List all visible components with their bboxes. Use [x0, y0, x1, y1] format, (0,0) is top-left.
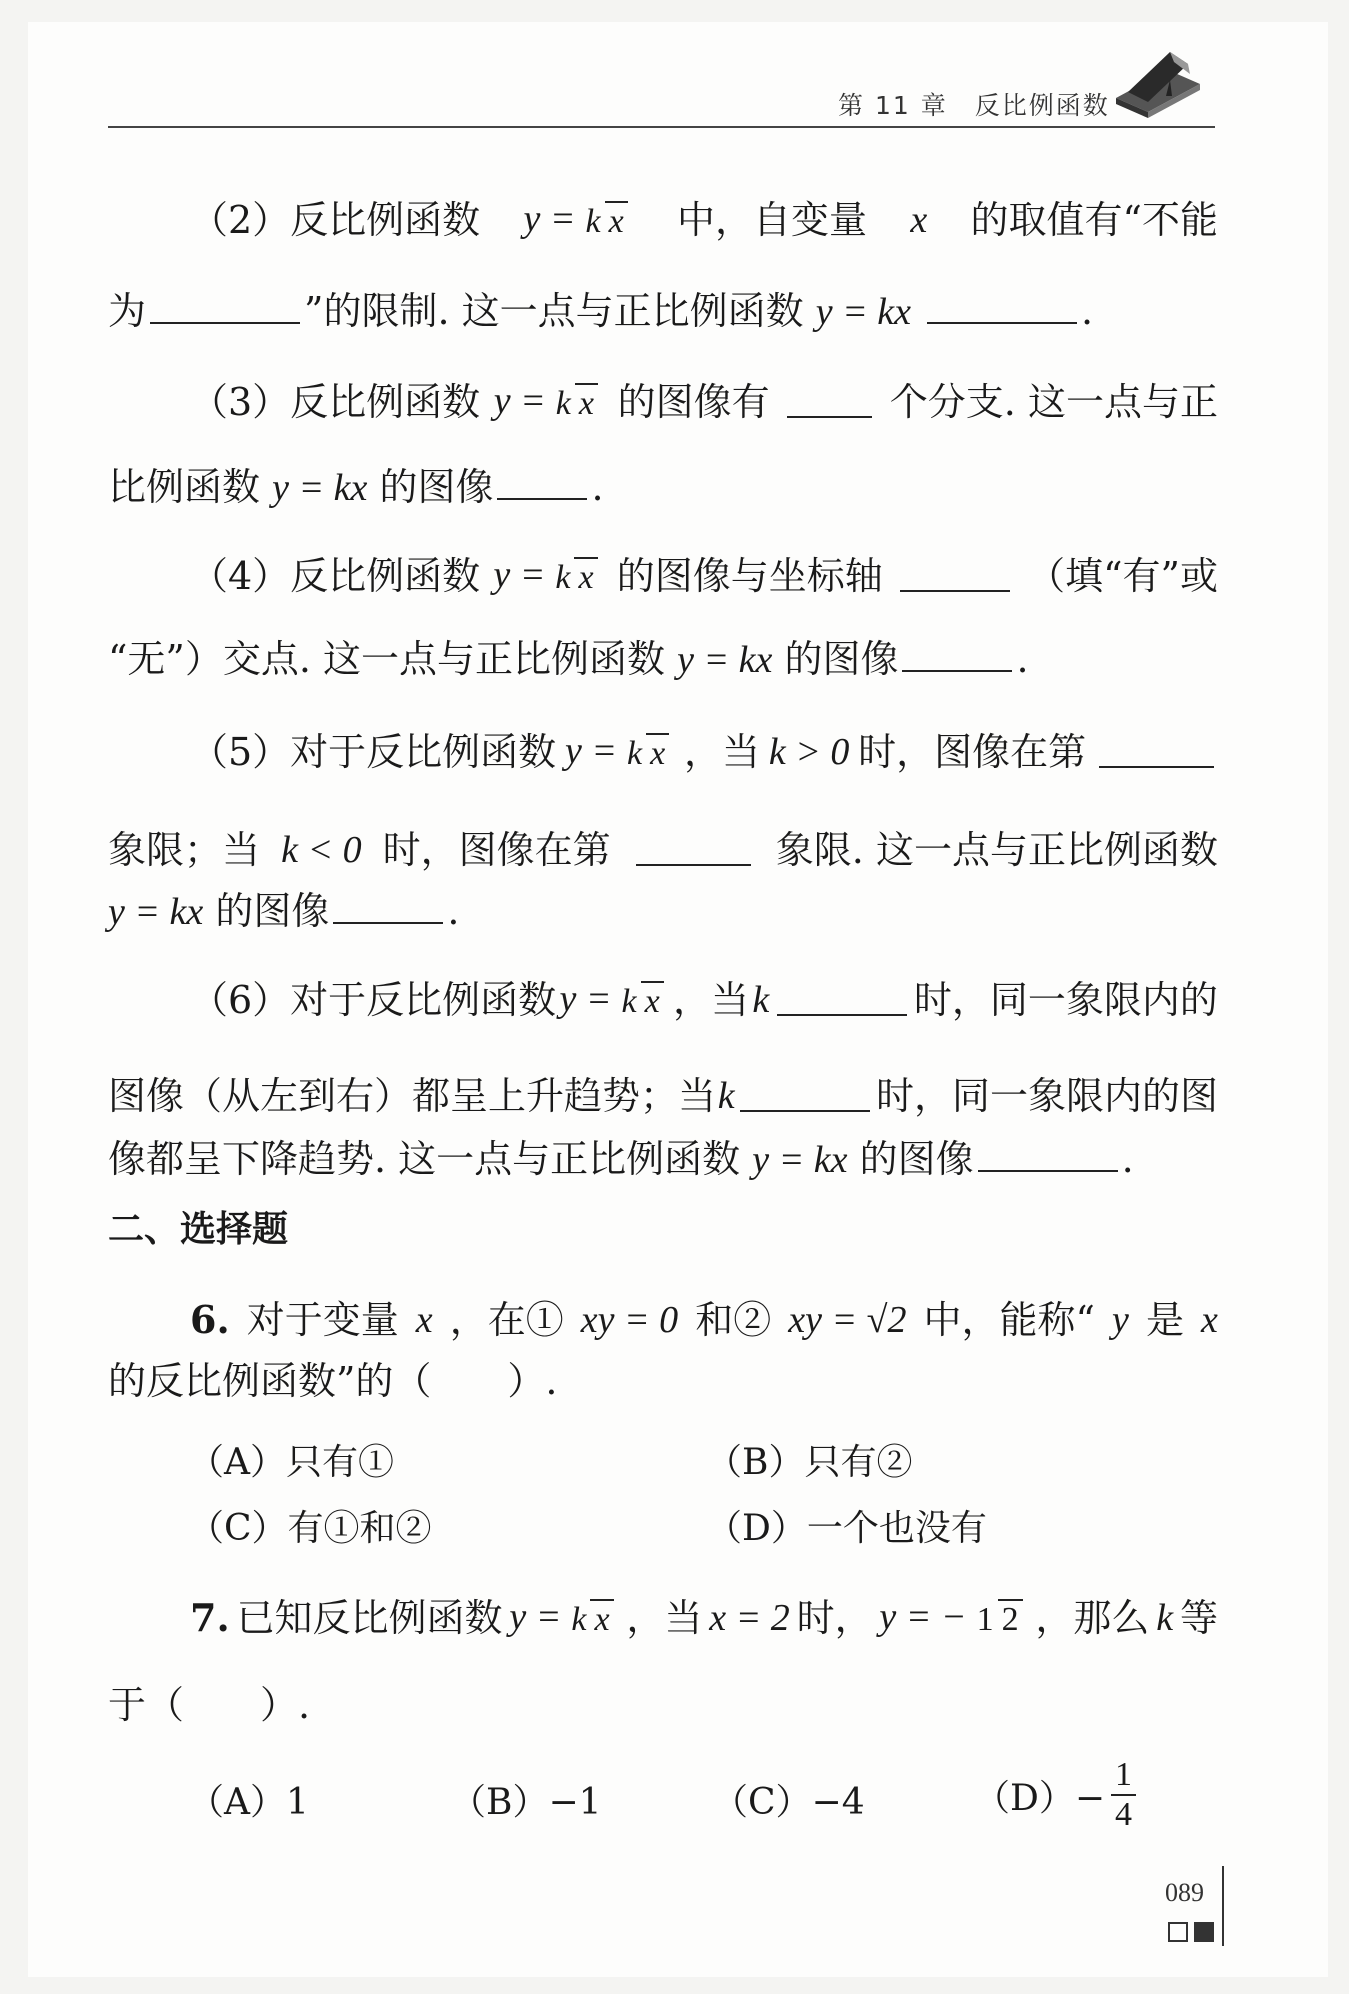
answer-blank[interactable]	[777, 984, 907, 1016]
text: 是	[1145, 1298, 1184, 1342]
text: 比例函数	[108, 465, 261, 509]
text: 已知反比例函数	[236, 1596, 503, 1640]
fraction-one-half: 1 2	[973, 1599, 1023, 1639]
text: “无”）交点. 这一点与正比例函数	[108, 637, 666, 681]
text: 的取值有“不能	[970, 198, 1218, 242]
text: ，那么	[1035, 1596, 1150, 1640]
page-number-rule	[1222, 1866, 1224, 1946]
text: 对于变量	[246, 1298, 399, 1342]
text: （5）对于反比例函数	[190, 730, 557, 774]
math: y =	[509, 1595, 562, 1638]
option-b[interactable]: （B）−1	[450, 1782, 602, 1823]
text: 时，同一象限内的	[913, 978, 1218, 1022]
question-number: 6.	[190, 1297, 230, 1342]
math: y	[1112, 1299, 1129, 1341]
option-b[interactable]: （B）只有②	[706, 1442, 913, 1483]
choice-q7-line-1	[190, 1594, 1218, 1642]
q5-line-3: y = kx 的图像 .	[108, 889, 460, 933]
answer-blank[interactable]	[927, 292, 1077, 324]
answer-blank[interactable]	[497, 468, 587, 500]
book-icon	[1108, 40, 1208, 120]
choice-q6-line-1	[190, 1296, 1218, 1344]
option-d[interactable]: （D）一个也没有	[706, 1508, 987, 1549]
answer-blank[interactable]	[978, 1140, 1118, 1172]
math: y = kx	[272, 467, 368, 509]
math: x = 2	[709, 1597, 790, 1639]
text: 像都呈下降趋势. 这一点与正比例函数	[108, 1137, 741, 1181]
text: 时，	[796, 1596, 873, 1640]
option-d[interactable]	[974, 1758, 1142, 1832]
math: x	[415, 1299, 433, 1341]
hollow-square-mark	[1168, 1922, 1188, 1942]
answer-blank[interactable]	[333, 892, 443, 924]
text: 等	[1179, 1596, 1218, 1640]
fraction-k-over-x: k x	[567, 1599, 613, 1639]
answer-blank[interactable]	[900, 560, 1010, 592]
text: ，在①	[449, 1298, 564, 1342]
answer-blank[interactable]	[636, 834, 751, 866]
math: k	[717, 1075, 735, 1117]
q4-line-1	[190, 552, 1218, 600]
fraction-k-over-x: k x	[551, 557, 597, 597]
text: 的图像	[379, 465, 494, 509]
option-a[interactable]: （A）1	[188, 1782, 309, 1823]
text: 中，自变量	[677, 198, 868, 242]
text: 的图像与坐标轴	[616, 554, 883, 598]
math: y =	[523, 197, 576, 240]
q6-line-2	[108, 1072, 1218, 1120]
page-number: 089	[1165, 1878, 1204, 1907]
chapter-header: 第 11 章 反比例函数	[838, 91, 1110, 120]
text: 图像（从左到右）都呈上升趋势；当	[108, 1074, 717, 1118]
q2-line-1	[190, 196, 1218, 244]
fraction-k-over-x: k x	[552, 383, 598, 423]
text: 象限；当	[108, 828, 261, 872]
q6-line-1	[190, 976, 1218, 1024]
math: y = −	[879, 1595, 967, 1638]
option-d-label: （D）−	[974, 1777, 1106, 1819]
math: y = kx	[677, 639, 773, 681]
answer-blank[interactable]	[1099, 736, 1214, 768]
fraction-k-over-x: k x	[582, 201, 628, 241]
text: 和②	[695, 1298, 772, 1342]
math: y = kx	[752, 1139, 848, 1181]
text: 个分支. 这一点与正	[889, 380, 1218, 424]
choice-q7-line-2: 于（ ）.	[108, 1683, 311, 1727]
answer-blank[interactable]	[740, 1080, 870, 1112]
text: 的图像	[215, 889, 330, 933]
option-c[interactable]: （C）有①和②	[188, 1508, 432, 1549]
fraction-k-over-x: k x	[623, 733, 669, 773]
header-rule	[108, 126, 1215, 128]
math: y = kx	[815, 291, 911, 333]
text: （6）对于反比例函数	[190, 978, 557, 1022]
math: k > 0	[768, 731, 850, 773]
text: 的图像	[784, 637, 899, 681]
text: ，当	[684, 730, 761, 774]
q2-line-2: 为 ”的限制. 这一点与正比例函数 y = kx .	[108, 289, 1094, 333]
text: 时，图像在第	[858, 730, 1087, 774]
q5-line-2	[108, 826, 1218, 874]
q6-line-3: 像都呈下降趋势. 这一点与正比例函数 y = kx 的图像 .	[108, 1137, 1134, 1181]
choice-q6-line-2: 的反比例函数”的（ ）.	[108, 1359, 558, 1403]
text: 的图像有	[617, 380, 770, 424]
text: （4）反比例函数	[190, 554, 481, 598]
text: ，当	[673, 978, 750, 1022]
text: 的图像	[859, 1137, 974, 1181]
text: 象限. 这一点与正比例函数	[775, 828, 1218, 872]
math: xy = √2	[788, 1299, 907, 1341]
answer-blank[interactable]	[902, 640, 1012, 672]
question-number: 7.	[190, 1595, 230, 1640]
math: xy = 0	[580, 1299, 679, 1341]
option-a[interactable]: （A）只有①	[188, 1442, 394, 1483]
fraction-one-quarter: $\frac{1}{4}$	[1111, 1758, 1136, 1832]
math: y =	[559, 977, 612, 1020]
section-heading: 二、选择题	[108, 1209, 289, 1250]
text: 时，图像在第	[382, 828, 611, 872]
math: k < 0	[281, 829, 362, 871]
math: k	[1156, 1597, 1174, 1639]
answer-blank[interactable]	[150, 292, 300, 324]
math: x	[1201, 1299, 1218, 1341]
q4-line-2: “无”）交点. 这一点与正比例函数 y = kx 的图像 .	[108, 637, 1029, 681]
math: y =	[493, 379, 546, 422]
text: ”的限制. 这一点与正比例函数	[304, 289, 804, 333]
text: 中，能称“	[923, 1298, 1095, 1342]
math: y =	[565, 729, 618, 772]
text: 为	[108, 289, 147, 333]
fraction-k-over-x: k x	[618, 981, 664, 1021]
text: （填“有”或	[1027, 554, 1218, 598]
text: （2）反比例函数	[190, 198, 481, 242]
q3-line-2: 比例函数 y = kx 的图像 .	[108, 465, 604, 509]
math: k	[752, 979, 770, 1021]
filled-square-mark	[1194, 1922, 1214, 1942]
math: y =	[493, 553, 546, 596]
text: （3）反比例函数	[190, 380, 481, 424]
math: x	[910, 199, 928, 241]
answer-blank[interactable]	[787, 386, 872, 418]
text: 时，同一象限内的图	[875, 1074, 1218, 1118]
math: y = kx	[108, 891, 204, 933]
text: ，当	[626, 1596, 703, 1640]
option-c[interactable]: （C）−4	[712, 1782, 865, 1823]
q5-line-1	[190, 728, 1218, 776]
q3-line-1	[190, 378, 1218, 426]
